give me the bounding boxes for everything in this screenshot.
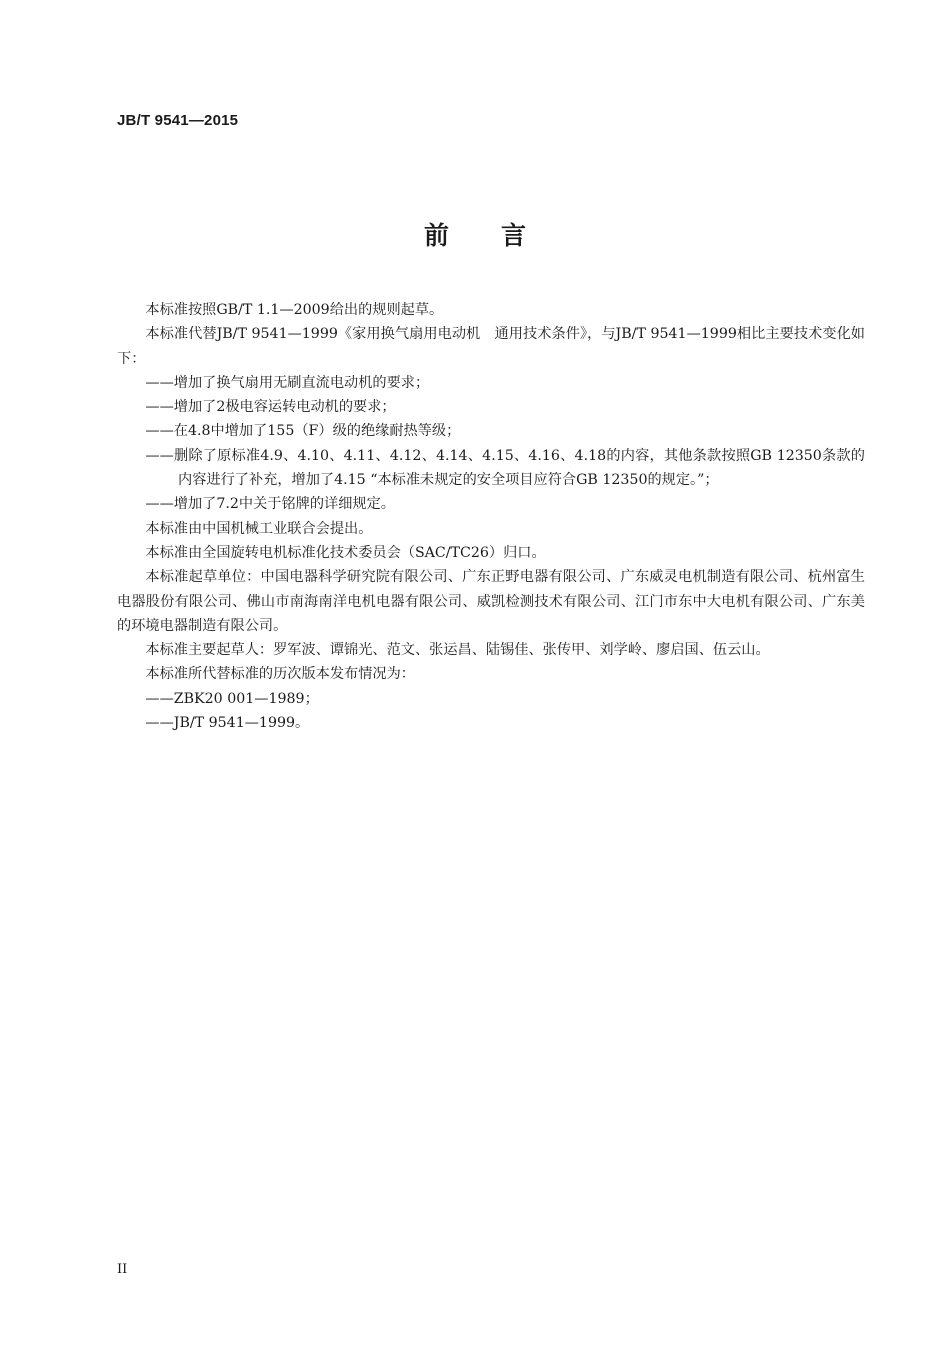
paragraph-proposer: 本标准由中国机械工业联合会提出。 <box>145 520 373 537</box>
title-char-1: 前 <box>423 221 449 250</box>
standard-code-header: JB/T 9541—2015 <box>117 112 239 129</box>
page-title <box>0 216 950 252</box>
paragraph-drafting-rules: 本标准按照GB/T 1.1—2009给出的规则起草。 <box>145 302 444 318</box>
list-item-change: ——删除了原标准4.9、4.10、4.11、4.12、4.14、4.15、4.16、4.18的内容，其他条款按照GB 12350条款的内容进行了补充，增加了4.15 “本标准未规定的安全项目应符合GB 12350的规定。”； <box>145 447 865 489</box>
paragraph-history-intro: 本标准所代替标准的历次版本发布情况为： <box>145 666 415 683</box>
paragraph-drafting-units: 本标准起草单位：中国电器科学研究院有限公司、广东正野电器有限公司、广东威灵电机制造有限公司、杭州富生电器股份有限公司、佛山市南海南洋电机电器有限公司、威凯检测技术有限公司、江门市东中大电机有限公司、广东美的环境电器制造有限公司。 <box>117 569 865 634</box>
paragraph-replacement: 本标准代替JB/T 9541—1999《家用换气扇用电动机 通用技术条件》，与JB/T 9541—1999相比主要技术变化如下： <box>117 326 865 367</box>
page-number: II <box>117 1262 128 1277</box>
list-item-change: ——增加了2极电容运转电动机的要求； <box>145 399 396 416</box>
list-item-history: ——ZBK20 001—1989； <box>145 690 319 707</box>
list-item-change: ——增加了7.2中关于铭牌的详细规定。 <box>145 496 395 513</box>
list-item-change: ——在4.8中增加了155（F）级的绝缘耐热等级； <box>145 423 461 440</box>
title-char-2: 言 <box>501 221 527 250</box>
paragraph-drafters: 本标准主要起草人：罗军波、谭锦光、范文、张运昌、陆锡佳、张传甲、刘学岭、廖启国、伍云山。 <box>145 642 770 659</box>
list-item-change: ——增加了换气扇用无刷直流电动机的要求； <box>145 374 430 391</box>
paragraph-administrator: 本标准由全国旋转电机标准化技术委员会（SAC/TC26）归口。 <box>145 544 546 561</box>
list-item-history: ——JB/T 9541—1999。 <box>145 715 310 732</box>
foreword-body <box>117 298 865 735</box>
